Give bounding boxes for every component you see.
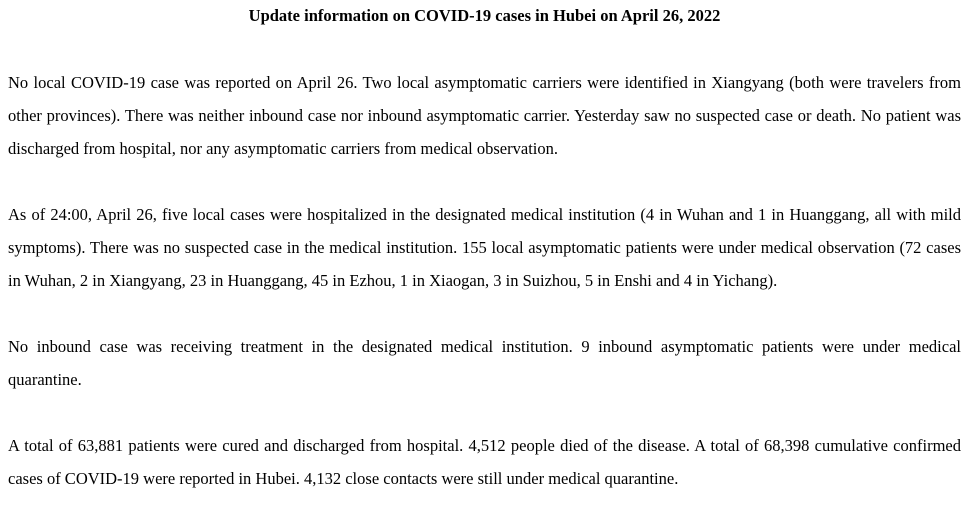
paragraph-inbound-status: No inbound case was receiving treatment in the designated medical institution. 9 inbound asymptomatic patients were under medical quarantine.: [8, 337, 961, 389]
paragraph-daily-summary: No local COVID-19 case was reported on April 26. Two local asymptomatic carriers were identified in Xiangyang (both were travelers from other provinces). There was neither inbound case nor inbound asymptomatic carrier. Yesterday saw no suspected case or death. No patient was discharged from hospital, nor any asymptomatic carriers from medical observation.: [8, 73, 961, 158]
page-title: Update information on COVID-19 cases in Hubei on April 26, 2022: [248, 6, 721, 25]
document: [8, 0, 961, 495]
paragraph-cumulative-totals: A total of 63,881 patients were cured and discharged from hospital. 4,512 people died of the disease. A total of 68,398 cumulative confirmed cases of COVID-19 were reported in Hubei. 4,132 close contacts were still under medical quarantine.: [8, 436, 961, 488]
paragraph-hospitalized-status: As of 24:00, April 26, five local cases were hospitalized in the designated medical institution (4 in Wuhan and 1 in Huanggang, all with mild symptoms). There was no suspected case in the medical institution. 155 local asymptomatic patients were under medical observation (72 cases in Wuhan, 2 in Xiangyang, 23 in Huanggang, 45 in Ezhou, 1 in Xiaogan, 3 in Suizhou, 5 in Enshi and 4 in Yichang).: [8, 205, 961, 290]
